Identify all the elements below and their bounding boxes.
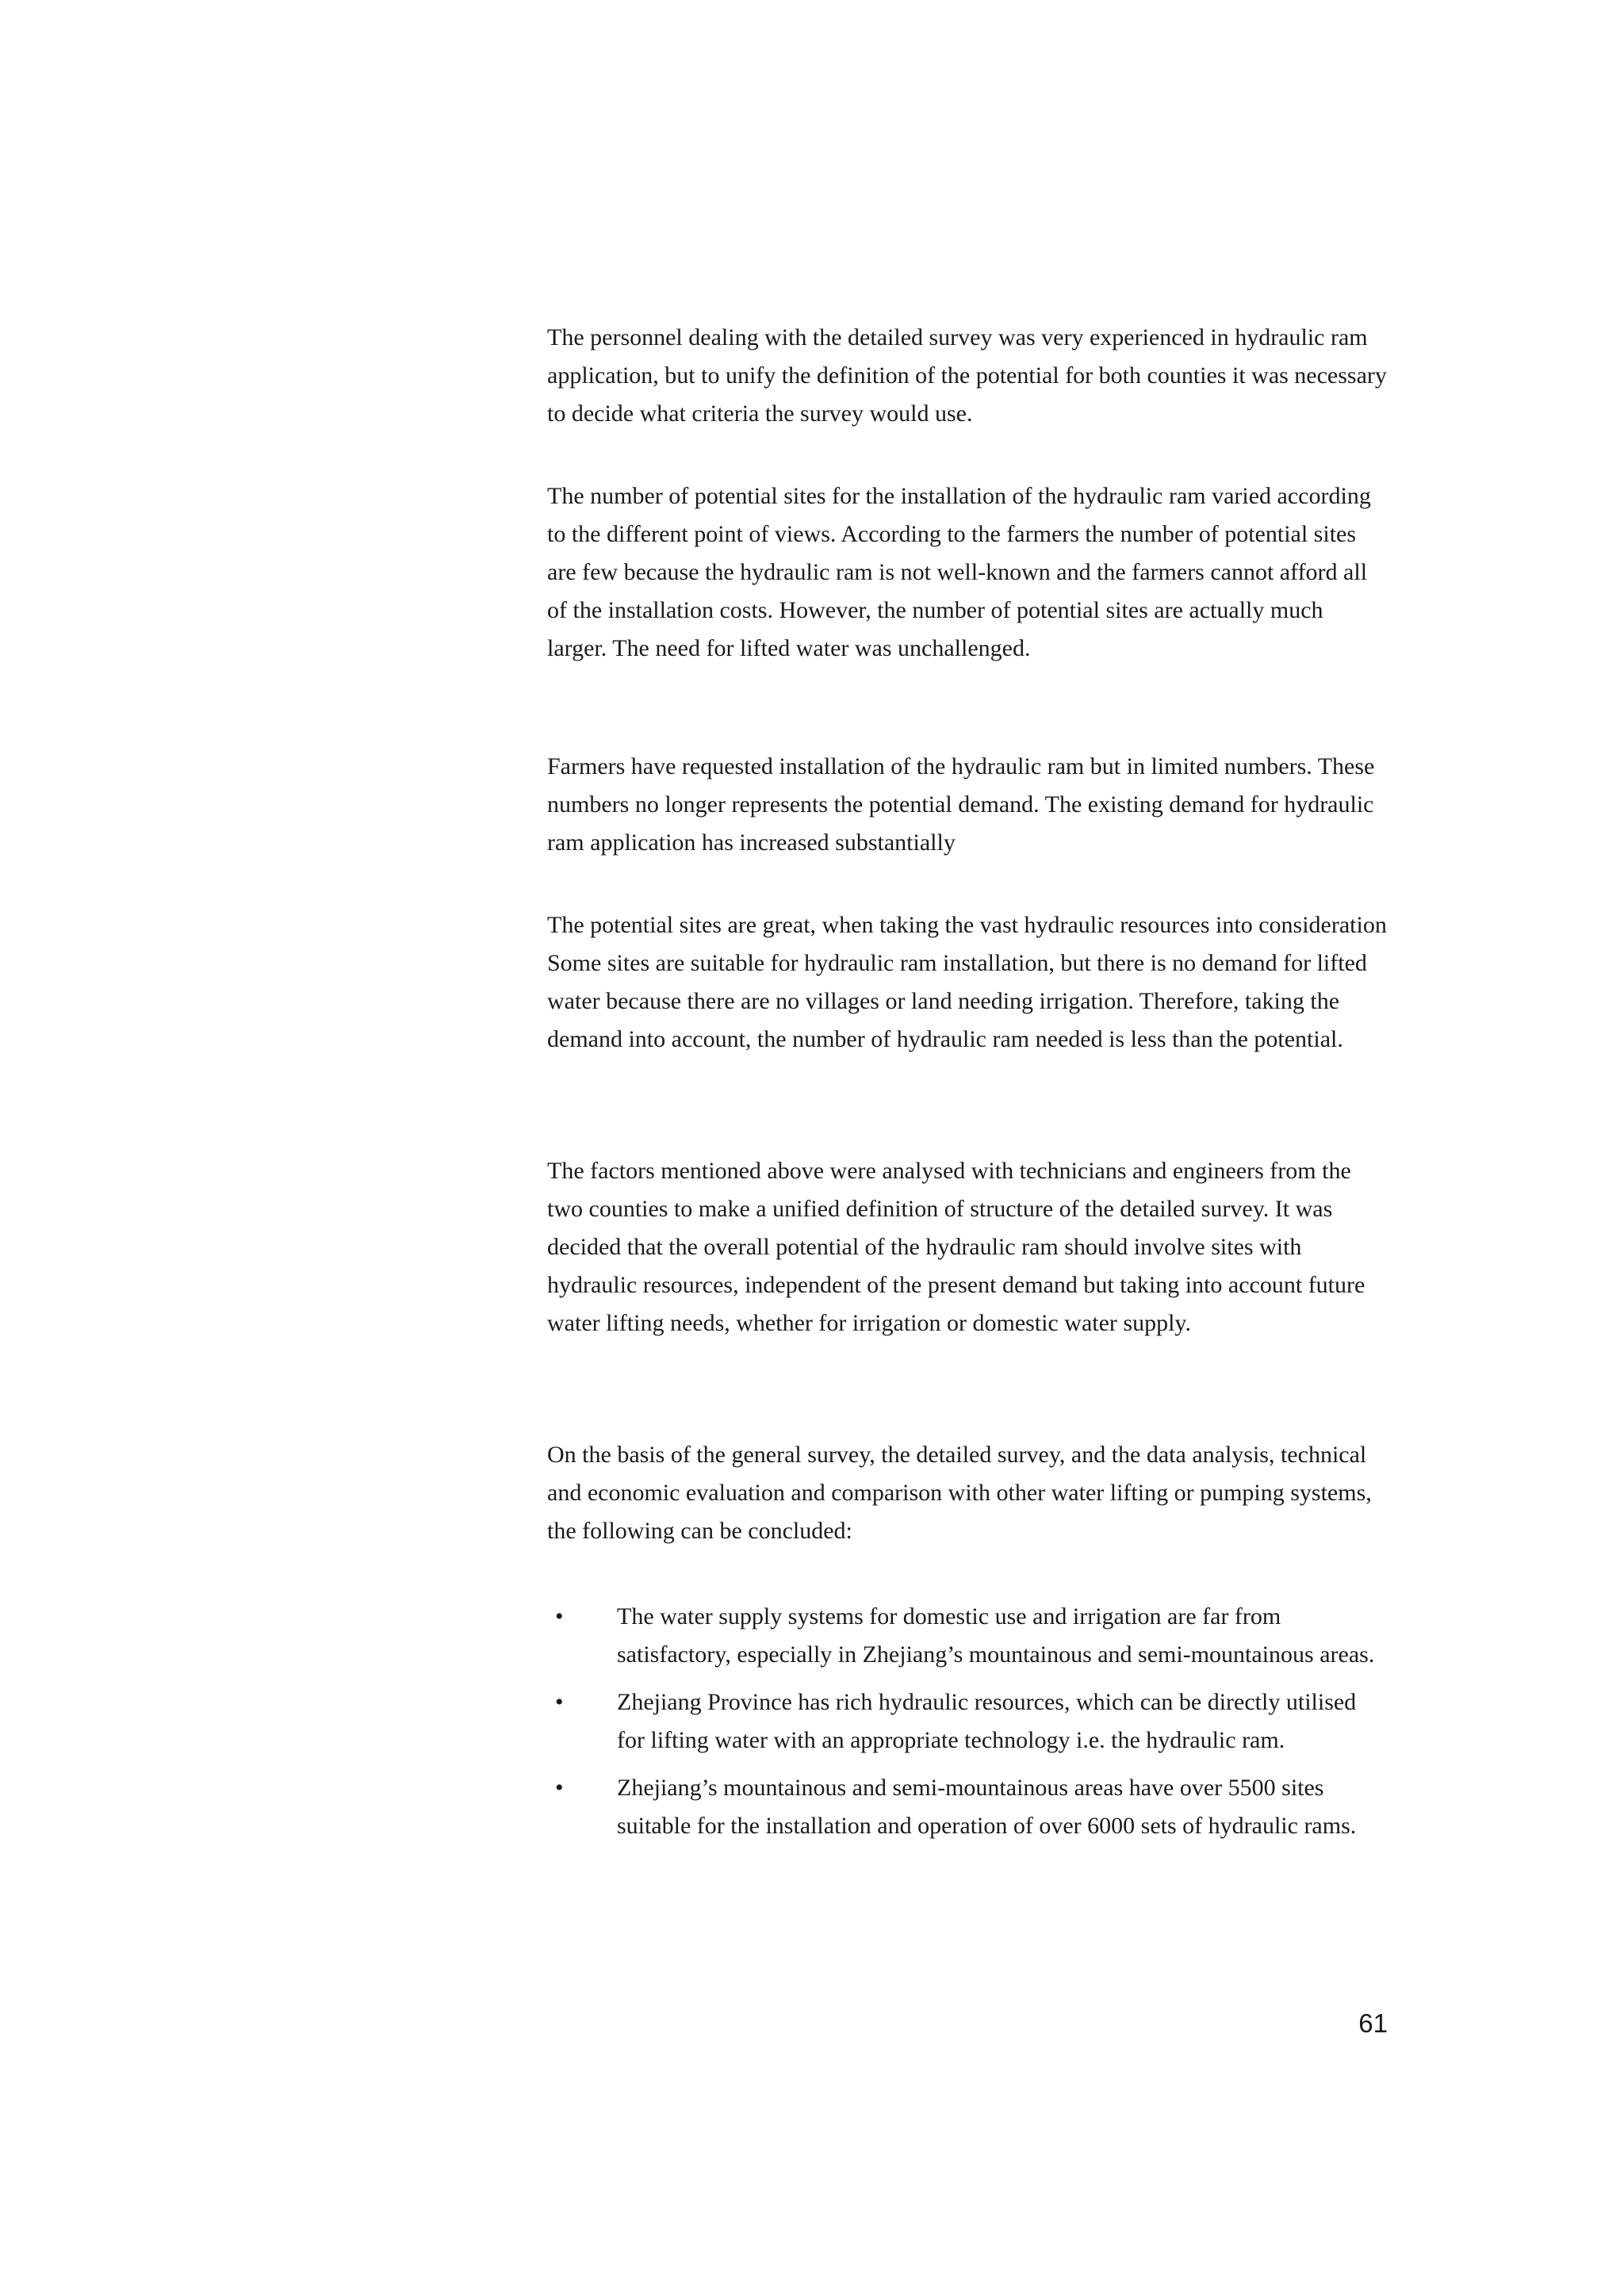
paragraph-text: On the basis of the general survey, the detailed survey, and the data analysis, technical and economic evaluation and comparison with other water lifting or pumping systems, the following can be concluded: xyxy=(547,1442,1372,1544)
bullet-icon: • xyxy=(555,1775,564,1801)
paragraph-6 xyxy=(547,1436,1388,1550)
conclusion-list xyxy=(547,1598,1388,1855)
list-item-text: Zhejiang Province has rich hydraulic resources, which can be directly utilised for lifting water with an appropriate technology i.e. the hydraulic ram. xyxy=(617,1689,1357,1753)
bullet-icon: • xyxy=(555,1603,564,1630)
paragraph-3 xyxy=(547,748,1388,862)
paragraph-4 xyxy=(547,906,1388,1059)
paragraph-2 xyxy=(547,477,1388,668)
paragraph-text: The potential sites are great, when taking the vast hydraulic resources into consideration Some sites are suitable for hydraulic ram installation, but there is no demand for lifted water because there are no villages or land needing irrigation. Therefore, taking the demand into account, the number of hydraulic ram needed is less than the potential. xyxy=(547,912,1387,1052)
paragraph-1 xyxy=(547,319,1388,433)
list-item xyxy=(547,1769,1388,1845)
paragraph-5 xyxy=(547,1152,1388,1342)
bullet-icon: • xyxy=(555,1689,564,1715)
list-item xyxy=(547,1683,1388,1760)
paragraph-text: The personnel dealing with the detailed survey was very experienced in hydraulic ram application, but to unify the definition of the potential for both counties it was necessary to decide what criteria the survey would use. xyxy=(547,324,1387,427)
page-number: 61 xyxy=(1358,2009,1388,2038)
list-item xyxy=(547,1598,1388,1674)
paragraph-text: Farmers have requested installation of the hydraulic ram but in limited numbers. These numbers no longer represents the potential demand. The existing demand for hydraulic ram application has increased substantially xyxy=(547,753,1375,856)
list-item-text: Zhejiang’s mountainous and semi-mountainous areas have over 5500 sites suitable for the installation and operation of over 6000 sets of hydraulic rams. xyxy=(617,1775,1357,1839)
paragraph-text: The factors mentioned above were analysed with technicians and engineers from the two counties to make a unified definition of structure of the detailed survey. It was decided that the overall potential of the hydraulic ram should involve sites with hydraulic resources, independent of the present demand but taking into account future water lifting needs, whether for irrigation or domestic water supply. xyxy=(547,1158,1365,1336)
paragraph-text: The number of potential sites for the installation of the hydraulic ram varied according to the different point of views. According to the farmers the number of potential sites are few because the hydraulic ram is not well-known and the farmers cannot afford all of the installation costs. However, the number of potential sites are actually much larger. The need for lifted water was unchallenged. xyxy=(547,483,1371,661)
list-item-text: The water supply systems for domestic use and irrigation are far from satisfactory, especially in Zhejiang’s mountainous and semi-mountainous areas. xyxy=(617,1603,1375,1668)
